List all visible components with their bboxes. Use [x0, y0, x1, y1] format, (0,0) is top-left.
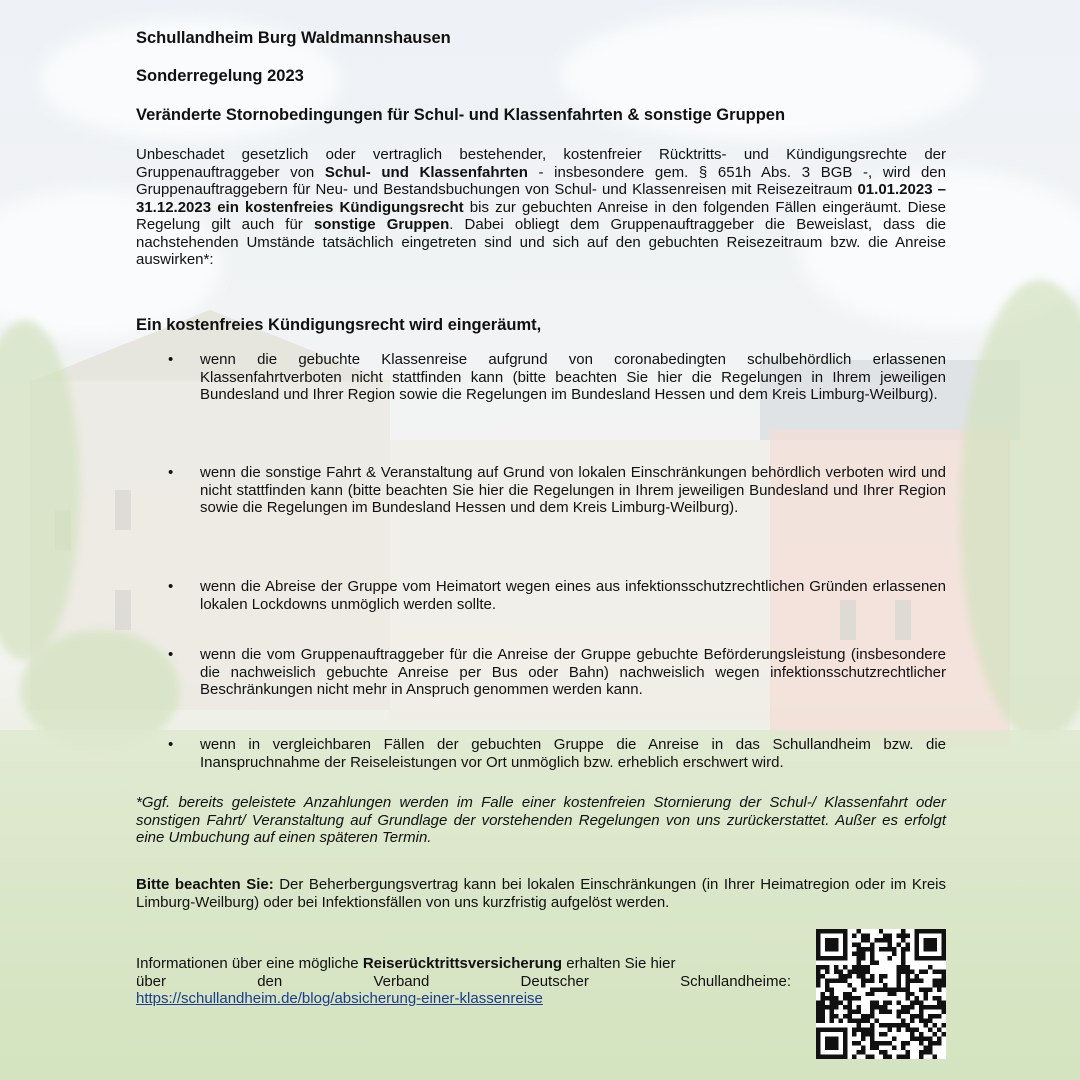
- list-item: [136, 578, 946, 613]
- bullet-icon: •: [168, 351, 174, 368]
- intro-paragraph: Unbeschadet gesetzlich oder vertraglich bestehender, kostenfreier Rücktritts- und Kündigungsrechte der Gruppenauftraggeber von Schul- und Klassenfahrten - insbesondere gem. § 651h Abs. 3 BGB -, wird den Gruppenauftraggebern für Neu- und Bestandsbuchungen von Schul- und Klassenreisen mit Reisezeitraum 01.01.2023 – 31.12.2023 ein kostenfreies Kündigungsrecht bis zur gebuchten Anreise in den folgenden Fällen eingeräumt. Diese Regelung gilt auch für sonstige Gruppen. Dabei obliegt dem Gruppenauftraggeber die Beweislast, dass die nachstehenden Umstände tatsächlich eingetreten sind und sich auf den gebuchten Reisezeitraum bzw. die Anreise auswirken*:: [136, 146, 947, 268]
- info-paragraph: Informationen über eine mögliche Reiserücktrittsversicherung erhalten Sie hier über den Verband Deutscher Schullandheime: https://schullandheim.de/blog/absicherung-einer-klassenreise: [136, 955, 791, 1007]
- list-item: [136, 646, 946, 699]
- notice-paragraph: Bitte beachten Sie: Der Beherbergungsvertrag kann bei lokalen Einschränkungen (in Ihrer Heimatregion oder im Kreis Limburg-Weilburg) oder bei Infektionsfällen von uns kurzfristig aufgelöst werden.: [136, 876, 946, 911]
- list-item-text: wenn die Abreise der Gruppe vom Heimatort wegen eines aus infektionsschutzrechtlichen Gründen erlassenen lokalen Lockdowns unmöglich werden sollte.: [200, 578, 946, 613]
- bullet-icon: •: [168, 464, 174, 481]
- bullet-icon: •: [168, 646, 174, 663]
- bullet-icon: •: [168, 736, 174, 753]
- qr-code: [816, 929, 946, 1059]
- list-item-text: wenn die sonstige Fahrt & Veranstaltung auf Grund von lokalen Einschränkungen behördlich verboten wird und nicht stattfinden kann (bitte beachten Sie hier die Regelungen in Ihrem jeweiligen Bundesland und Ihrer Region sowie die Regelungen im Bundesland Hessen und dem Kreis Limburg-Weilburg).: [200, 464, 946, 517]
- document-title: Schullandheim Burg Waldmannshausen: [136, 29, 451, 47]
- insurance-link[interactable]: https://schullandheim.de/blog/absicherung-einer-klassenreise: [136, 990, 543, 1007]
- list-item: [136, 464, 946, 517]
- document-subtitle: Sonderregelung 2023: [136, 67, 304, 85]
- rights-heading: Ein kostenfreies Kündigungsrecht wird eingeräumt,: [136, 316, 542, 334]
- document-heading: Veränderte Stornobedingungen für Schul- und Klassenfahrten & sonstige Gruppen: [136, 106, 786, 124]
- bullet-icon: •: [168, 578, 174, 595]
- list-item-text: wenn die vom Gruppenauftraggeber für die Anreise der Gruppe gebuchte Beförderungsleistung (insbesondere die nachweislich gebuchte Anreise per Bus oder Bahn) nachweislich wegen infektionsschutzrechtlicher Beschränkungen nicht mehr in Anspruch genommen werden kann.: [200, 646, 946, 699]
- notice-label: Bitte beachten Sie:: [136, 876, 274, 893]
- list-item: [136, 351, 946, 404]
- list-item-text: wenn in vergleichbaren Fällen der gebuchten Gruppe die Anreise in das Schullandheim bzw. die Inanspruchnahme der Reiseleistungen vor Ort unmöglich bzw. erheblich erschwert wird.: [200, 736, 946, 771]
- list-item: [136, 736, 946, 771]
- footnote: *Ggf. bereits geleistete Anzahlungen werden im Falle einer kostenfreien Stornierung der Schul-/ Klassenfahrt oder sonstigen Fahrt/ Veranstaltung auf Grundlage der vorstehenden Regelungen von uns zurückerstattet. Außer es erfolgt eine Umbuchung auf einen späteren Termin.: [136, 794, 946, 846]
- list-item-text: wenn die gebuchte Klassenreise aufgrund von coronabedingten schulbehördlich erlassenen Klassenfahrtverboten nicht stattfinden kann (bitte beachten Sie hier die Regelungen in Ihrem jeweiligen Bundesland und Ihrer Region sowie die Regelungen im Bundesland Hessen und dem Kreis Limburg-Weilburg).: [200, 351, 946, 404]
